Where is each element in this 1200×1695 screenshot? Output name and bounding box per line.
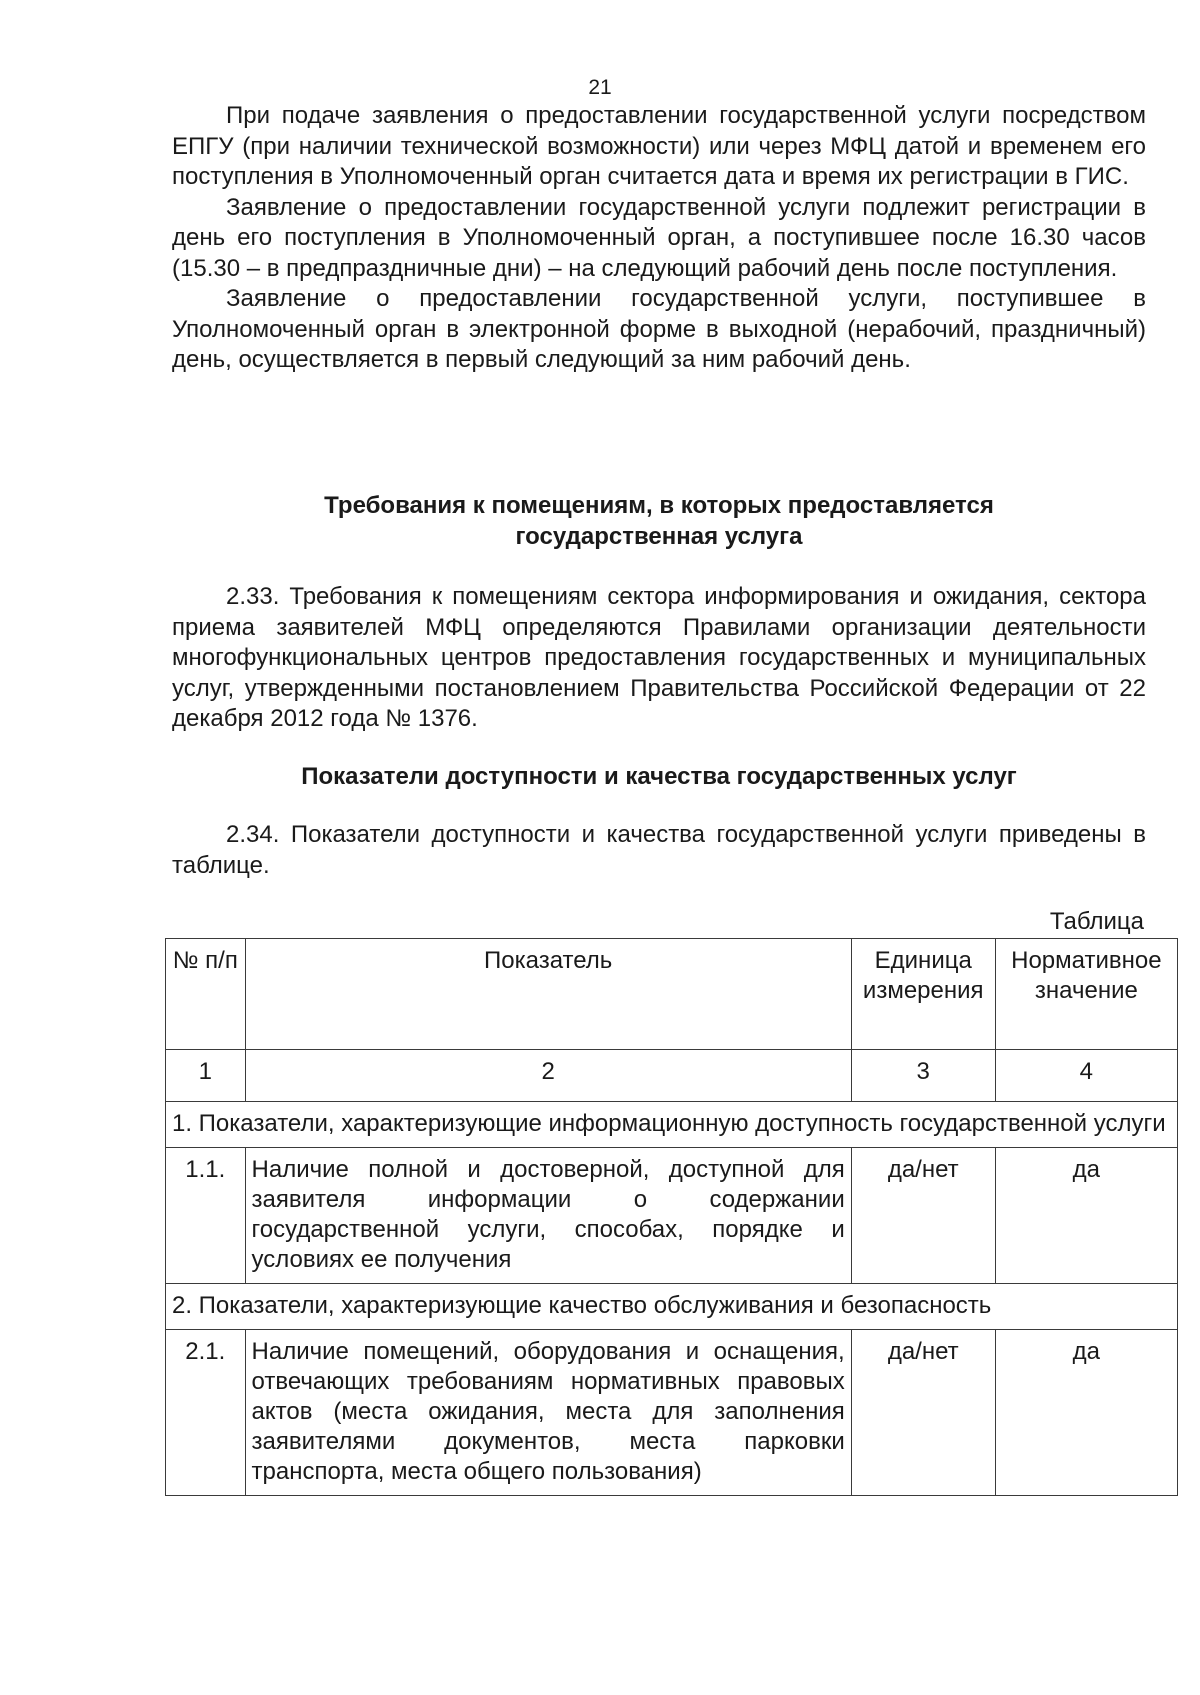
- section-heading-premises-line1: Требования к помещениям, в которых предоставляется: [324, 492, 994, 519]
- paragraph-2-34-block: [172, 820, 1146, 881]
- paragraph-registration-date: При подаче заявления о предоставлении государственной услуги посредством ЕПГУ (при наличии технической возможности) или через МФЦ датой и временем его поступления в Уполномоченный орган считается дата и время их регистрации в ГИС.: [172, 102, 1146, 190]
- table-row: [166, 1148, 1178, 1284]
- table-section-row: [166, 1284, 1178, 1330]
- header-num: № п/п: [166, 939, 246, 1050]
- indicators-table: [165, 938, 1178, 1496]
- page-number: 21: [588, 76, 612, 99]
- paragraph-weekend-submission: Заявление о предоставлении государственной услуги, поступившее в Уполномоченный орган в электронной форме в выходной (нерабочий, праздничный) день, осуществляется в первый следующий за ним рабочий день.: [172, 285, 1146, 373]
- table-caption: Таблица: [1049, 908, 1144, 935]
- row-indicator: Наличие полной и достоверной, доступной для заявителя информации о содержании государственной услуги, способах, порядке и условиях ее получения: [245, 1148, 851, 1284]
- column-number: 4: [995, 1050, 1177, 1102]
- table-row: [166, 1330, 1178, 1496]
- table-header-row: [166, 939, 1178, 1050]
- header-norm: Нормативное значение: [995, 939, 1177, 1050]
- intro-paragraphs: [172, 101, 1146, 376]
- table-column-number-row: [166, 1050, 1178, 1102]
- column-number: 3: [851, 1050, 995, 1102]
- section-heading-premises-line2: государственная услуга: [515, 522, 803, 550]
- row-unit: да/нет: [851, 1330, 995, 1496]
- header-indicator: Показатель: [245, 939, 851, 1050]
- section-1-title: 1. Показатели, характеризующие информационную доступность государственной услуги: [166, 1102, 1178, 1148]
- paragraph-2-33: 2.33. Требования к помещениям сектора информирования и ожидания, сектора приема заявителей МФЦ определяются Правилами организации деятельности многофункциональных центров предоставления государственных и муниципальных услуг, утвержденными постановлением Правительства Российской Федерации от 22 декабря 2012 года № 1376.: [172, 583, 1146, 732]
- section-heading-indicators: [172, 762, 1172, 793]
- row-norm: да: [995, 1330, 1177, 1496]
- column-number: 1: [166, 1050, 246, 1102]
- row-indicator: Наличие помещений, оборудования и оснащения, отвечающих требованиям нормативных правовых актов (места ожидания, места для заполнения заявителями документов, места парковки транспорта, места общего пользования): [245, 1330, 851, 1496]
- row-num: 1.1.: [166, 1148, 246, 1284]
- section-heading-indicators-text: Показатели доступности и качества государственных услуг: [301, 763, 1017, 790]
- section-heading-premises: [172, 491, 1200, 552]
- column-number: 2: [245, 1050, 851, 1102]
- row-norm: да: [995, 1148, 1177, 1284]
- paragraph-2-33-block: [172, 582, 1146, 735]
- paragraph-2-34: 2.34. Показатели доступности и качества государственной услуги приведены в таблице.: [172, 821, 1146, 879]
- header-unit: Единица измерения: [851, 939, 995, 1050]
- paragraph-registration-deadline: Заявление о предоставлении государственной услуги подлежит регистрации в день его поступления в Уполномоченный орган, а поступившее после 16.30 часов (15.30 – в предпраздничные дни) – на следующий рабочий день после поступления.: [172, 193, 1146, 282]
- row-num: 2.1.: [166, 1330, 246, 1496]
- row-unit: да/нет: [851, 1148, 995, 1284]
- section-2-title: 2. Показатели, характеризующие качество обслуживания и безопасность: [166, 1284, 1178, 1330]
- table-section-row: [166, 1102, 1178, 1148]
